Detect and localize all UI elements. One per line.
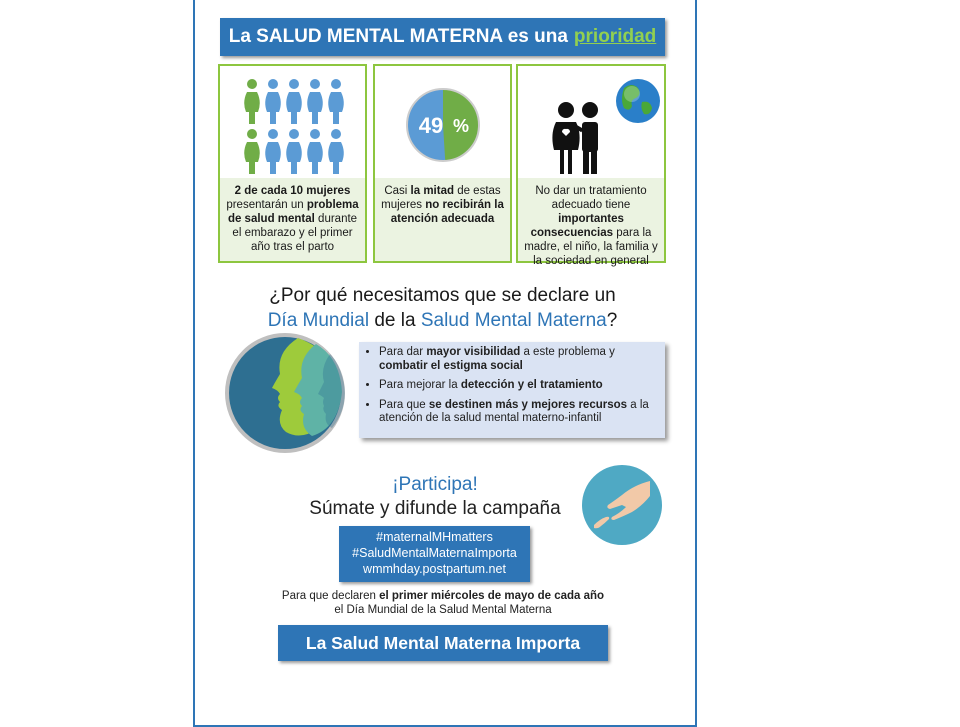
woman-figure	[286, 79, 302, 124]
hashtag-box	[339, 526, 530, 582]
woman-figure	[265, 79, 281, 124]
globe-icon	[616, 79, 660, 123]
page-title: La SALUD MENTAL MATERNA es una prioridad	[220, 18, 665, 56]
woman-figure	[286, 129, 302, 174]
woman-figure	[328, 129, 344, 174]
card-text: No dar un tratamiento adecuado tiene importantes consecuencias para la madre, el niño, la familia y la sociedad en general	[524, 185, 658, 267]
stat-card-women	[218, 64, 367, 263]
pie-chart-icon	[375, 66, 510, 178]
stat-value: 49	[418, 113, 444, 138]
pregnant-woman-icon	[552, 102, 579, 174]
woman-figure	[307, 129, 323, 174]
woman-figure	[265, 129, 281, 174]
card-text: 2 de cada 10 mujeres presentarán un problema de salud mental durante el embarazo y el primer año tras el parto	[226, 185, 359, 253]
family-globe-icon	[518, 66, 664, 178]
woman-figure	[328, 79, 344, 124]
reasons-list	[359, 342, 665, 438]
call-to-action-text: Para que declaren el primer miércoles de mayo de cada año el Día Mundial de la Salud Mental Materna	[281, 590, 605, 616]
title-highlight: prioridad	[573, 26, 657, 47]
women-figures-icon	[220, 66, 365, 178]
participate-heading: ¡Participa! Súmate y difunde la campaña	[309, 474, 561, 519]
stat-card-consequences	[516, 64, 666, 267]
stat-unit: %	[452, 116, 470, 136]
faces-profile-icon	[222, 332, 348, 454]
reason-item: • Para que se destinen más y mejores recursos a la atención de la salud mental materno-infantil	[379, 399, 657, 426]
hashtag-2[interactable]: #SaludMentalMaternaImporta	[352, 546, 517, 560]
hashtag-1[interactable]: #maternalMHmatters	[376, 530, 493, 544]
website-link[interactable]: wmmhday.postpartum.net	[363, 562, 506, 576]
woman-figure	[244, 79, 260, 124]
reason-item: • Para dar mayor visibilidad a este problema y combatir el estigma social	[379, 346, 657, 373]
woman-figure	[307, 79, 323, 124]
stat-card-percentage	[373, 64, 512, 263]
woman-figure	[244, 129, 260, 174]
why-heading: ¿Por qué necesitamos que se declare un Día Mundial de la Salud Mental Materna?	[267, 285, 618, 331]
hands-icon	[580, 463, 664, 547]
reason-item: • Para mejorar la detección y el tratamiento	[379, 379, 657, 393]
footer-banner: La Salud Mental Materna Importa	[278, 625, 608, 661]
card-text: Casi la mitad de estas mujeres no recibirán la atención adecuada	[381, 185, 504, 225]
